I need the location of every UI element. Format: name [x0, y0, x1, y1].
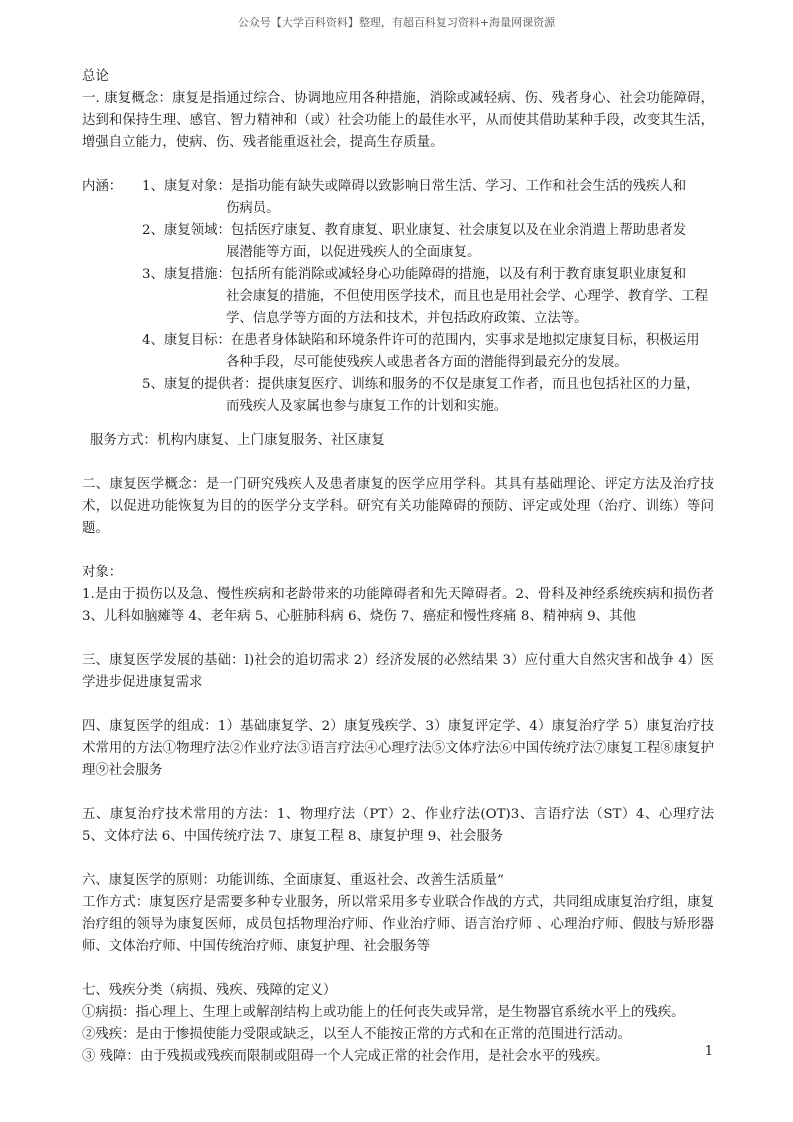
item-number: 3、康复措施：	[142, 267, 231, 282]
connotation-item-4	[82, 330, 714, 352]
item-text: 提供康复医疗、训练和服务的不仅是康复工作者，而且也包括社区的力量，	[257, 377, 700, 392]
rehab-principles: 六、康复医学的原则：功能训练、全面康复、重返社会、改善生活质量”	[82, 873, 504, 888]
item-text: 是指功能有缺失或障碍以致影响日常生活、学习、工作和社会生活的残疾人和	[230, 179, 687, 194]
connotation-item-1	[82, 176, 714, 198]
item-continuation: 而残疾人及家属也参与康复工作的计划和实施。	[226, 399, 508, 414]
disability-definition: ②残疾：是由于惨损使能力受限或缺乏，以至人不能按正常的方式和在正常的范围进行活动。	[82, 1027, 632, 1042]
handicap-definition: ③ 残障：由于残损或残疾而限制或阻碍一个人完成正常的社会作用，是社会水平的残疾。	[82, 1049, 609, 1064]
rehab-concept-paragraph: 一. 康复概念：康复是指通过综合、协调地应用各种措施，消除或减轻病、伤、残者身心、社会功能障碍，达到和保持生理、感官、智力精神和（或）社会功能上的最佳水平，从而使其借助某种手段，改变其生活，增强自立能力，使病、伤、残者能重返社会，提高生存质量。	[82, 91, 714, 150]
page-number: 1	[704, 1044, 713, 1059]
item-text: 包括医疗康复、教育康复、职业康复、社会康复以及在业余消遣上帮助患者发	[230, 223, 687, 238]
item-continuation: 伤病员。	[226, 201, 280, 216]
item-continuation: 社会康复的措施，不但使用医学技术，而且也是用社会学、心理学、教育学、工程学、信息学等方面的方法和技术，并包括政府政策、立法等。	[226, 289, 709, 326]
service-modes: 服务方式：机构内康复、上门康复服务、社区康复	[90, 433, 385, 448]
objects-label: 对象：	[82, 565, 123, 580]
connotation-item-2	[82, 220, 714, 242]
item-text: 在患者身体缺陷和环境条件许可的范围内，实事求是地拟定康复目标，积极运用	[230, 333, 700, 348]
item-number: 1、康复对象：	[142, 179, 231, 194]
therapy-methods: 五、康复治疗技术常用的方法：1、物理疗法（PT）2、作业疗法(OT)3、言语疗法（ST）4、心理疗法 5、文体疗法 6、中国传统疗法 7、康复工程 8、康复护理 9、社会服务	[82, 807, 714, 844]
section-title: 总论	[82, 69, 109, 84]
impairment-definition: ①病损：指心理上、生理上或解剖结构上或功能上的任何丧失或异常，是生物器官系统水平上的残疾。	[82, 1005, 685, 1020]
disability-classification-title: 七、残疾分类（病损、残疾、残障的定义）	[82, 983, 337, 998]
connotation-item-5	[82, 374, 714, 396]
item-number: 2、康复领域：	[142, 223, 231, 238]
rehab-composition: 四、康复医学的组成：1）基础康复学、2）康复残疾学、3）康复评定学、4）康复治疗学 5）康复治疗技术常用的方法①物理疗法②作业疗法③语言疗法④心理疗法⑤文体疗法⑥中国传统疗法⑦康复工程⑧康复护理⑨社会服务	[82, 719, 714, 778]
development-basis: 三、康复医学发展的基础：l)社会的追切需求 2）经济发展的必然结果 3）应付重大自然灾害和战争 4）医学进步促进康复需求	[82, 653, 714, 690]
item-number: 4、康复目标：	[142, 333, 231, 348]
connotation-label: 内涵：	[82, 179, 123, 194]
item-text: 包括所有能消除或减轻身心功能障碍的措施，以及有利于教育康复职业康复和	[230, 267, 687, 282]
objects-text: 1.是由于损伤以及急、慢性疾病和老龄带来的功能障碍者和先天障碍者。2、骨科及神经系统疾病和损伤者 3、儿科如脑瘫等 4、老年病 5、心脏肺科病 6、烧伤 7、癌症和慢性疼痛 8、精神病 9、其他	[82, 587, 714, 624]
document-body	[82, 66, 714, 1068]
page-header: 公众号【大学百科资料】整理，有超百科复习资料+海量网课资源	[237, 16, 556, 29]
item-continuation: 展潜能等方面，以促进残疾人的全面康复。	[226, 245, 481, 260]
work-mode: 工作方式：康复医疗是需要多种专业服务，所以常采用多专业联合作战的方式，共同组成康复治疗组，康复治疗组的领导为康复医师，成员包括物理治疗师、作业治疗师、语言治疗师 、心理治疗师、假肢与矫形器师、文体治疗师、中国传统治疗师、康复护理、社会服务等	[82, 895, 714, 954]
item-number: 5、康复的提供者：	[142, 377, 258, 392]
item-continuation: 各种手段，尽可能使残疾人或患者各方面的潜能得到最充分的发展。	[226, 355, 628, 370]
connotation-item-3	[82, 264, 714, 286]
rehab-medicine-concept: 二、康复医学概念：是一门研究残疾人及患者康复的医学应用学科。其具有基础理论、评定方法及治疗技术，以促进功能恢复为目的的医学分支学科。研究有关功能障碍的预防、评定或处理（治疗、训练）等问题。	[82, 477, 714, 536]
